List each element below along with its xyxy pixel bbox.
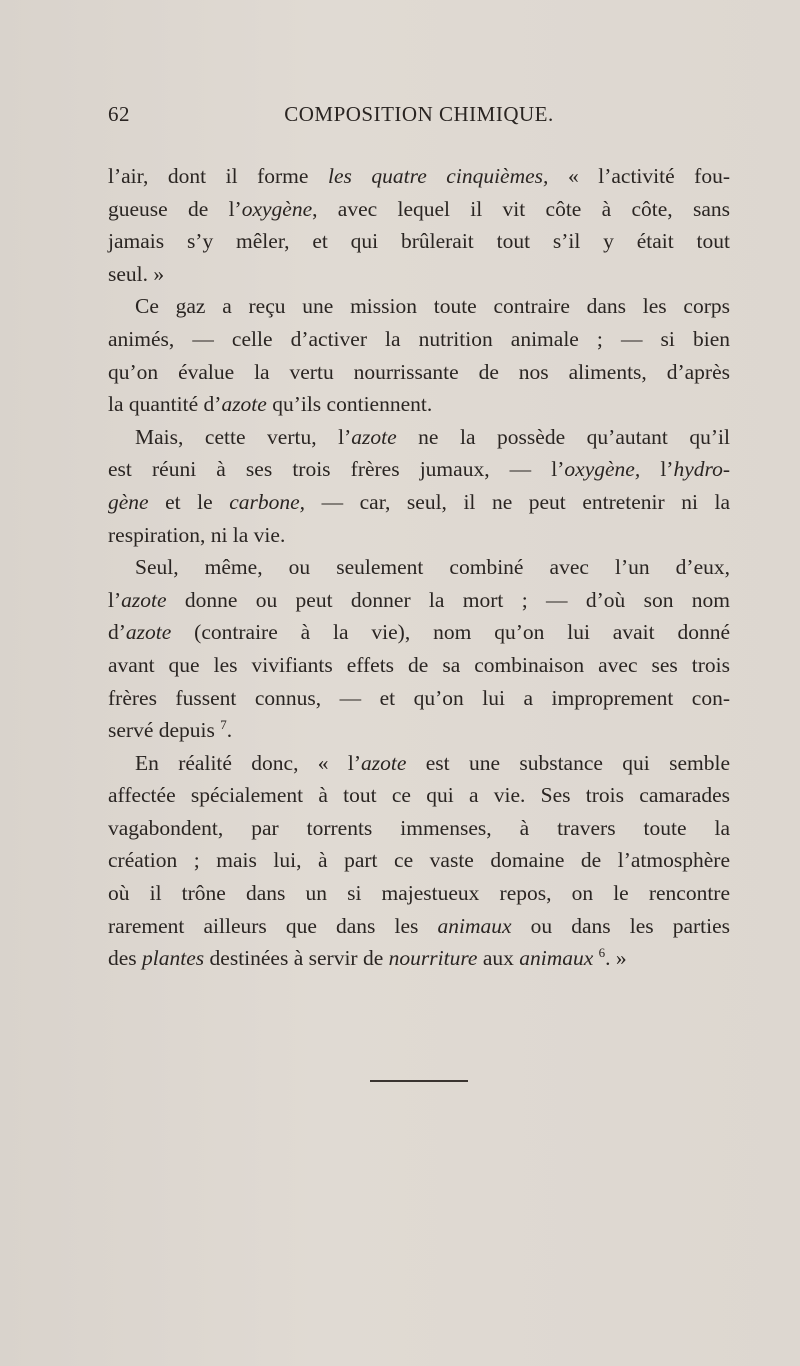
text-run: « l’activité fou-: [548, 164, 731, 188]
text-run: jamais s’y mêler, et qui brûlerait tout s’il y était tout: [108, 229, 730, 254]
text-line: [108, 193, 730, 226]
text-run: où il trône dans un si majestueux repos, on le rencontre: [108, 881, 730, 906]
text-run: , avec lequel il vit côte à côte, sans: [312, 196, 730, 221]
text-line: [108, 323, 730, 356]
italic-term: azote: [351, 424, 397, 449]
text-run: Ce gaz a reçu une mission toute contraire dans les corps: [135, 294, 730, 319]
text-run: qu’ils contiennent.: [266, 392, 433, 417]
text-run: la quantité d’: [108, 392, 222, 417]
text-line: [108, 747, 730, 780]
italic-term: nourriture: [388, 946, 478, 971]
italic-term: azote: [361, 750, 407, 775]
footnote-ref: 6: [598, 945, 606, 961]
text-run: Mais, cette vertu, l’: [135, 424, 352, 449]
text-line: [108, 616, 730, 649]
text-run: frères fussent connus, — et qu’on lui a improprement con-: [108, 685, 730, 710]
italic-term: azote: [121, 587, 167, 612]
text-line: [108, 388, 730, 421]
text-run: respiration, ni la vie.: [108, 522, 286, 547]
text-line: [108, 910, 730, 943]
text-line: [108, 225, 730, 258]
text-line: [108, 584, 730, 617]
text-line: [108, 290, 730, 323]
text-run: seul. »: [108, 261, 165, 286]
text-line: [108, 844, 730, 877]
text-line: [108, 160, 730, 193]
italic-term: les quatre cinquièmes,: [328, 164, 549, 188]
text-run: rarement ailleurs que dans les: [108, 913, 438, 938]
italic-term: azote: [125, 620, 172, 645]
text-run: gueuse de l’: [108, 196, 242, 221]
text-run: destinées à servir de: [204, 946, 389, 971]
text-run: l’: [640, 457, 674, 482]
italic-term: plantes: [142, 946, 205, 971]
text-run: . »: [605, 946, 627, 971]
text-run: En réalité donc, « l’: [135, 750, 362, 775]
text-run: d’: [108, 620, 126, 645]
text-run: ne la possède qu’autant qu’il: [396, 424, 730, 449]
italic-term: oxygène: [241, 196, 313, 221]
text-line: [108, 519, 730, 552]
text-line: [108, 551, 730, 584]
page-number: 62: [108, 102, 130, 126]
italic-term: animaux: [437, 913, 512, 938]
text-line: [108, 649, 730, 682]
italic-term: azote: [221, 392, 267, 417]
text-line: [108, 421, 730, 454]
text-line: [108, 356, 730, 389]
italic-term: oxygène,: [564, 457, 641, 482]
text-line: [108, 812, 730, 845]
text-run: est réuni à ses trois frères jumaux, — l’: [108, 457, 565, 482]
text-run: aux: [477, 946, 520, 971]
text-run: servé depuis: [108, 718, 221, 743]
text-line: [108, 486, 730, 519]
text-line: [108, 682, 730, 715]
italic-term: hydro-: [673, 457, 730, 482]
footer-rule: [370, 1080, 468, 1082]
text-run: des: [108, 946, 143, 971]
italic-term: animaux: [519, 946, 594, 971]
text-line: [108, 877, 730, 910]
text-run: qu’on évalue la vertu nourrissante de nos aliments, d’après: [108, 359, 730, 384]
footnote-ref: 7: [220, 717, 227, 733]
text-run: affectée spécialement à tout ce qui a vie. Ses trois camarades: [108, 783, 730, 808]
text-run: (contraire à la vie), nom qu’on lui avait donné: [171, 620, 730, 645]
text-run: création ; mais lui, à part ce vaste domaine de l’atmosphère: [108, 848, 730, 873]
text-run: est une substance qui semble: [406, 750, 730, 775]
text-run: — car, seul, il ne peut entretenir ni la: [305, 489, 730, 514]
text-run: vagabondent, par torrents immenses, à travers toute la: [108, 815, 730, 840]
text-run: et le: [148, 489, 230, 514]
text-line: [108, 714, 730, 747]
running-title: COMPOSITION CHIMIQUE.: [284, 102, 554, 126]
text-run: Seul, même, ou seulement combiné avec l’un d’eux,: [135, 555, 730, 580]
text-run: donne ou peut donner la mort ; — d’où son nom: [166, 587, 730, 612]
text-run: l’air, dont il forme: [108, 164, 328, 188]
italic-term: carbone,: [229, 489, 306, 514]
text-run: .: [226, 718, 233, 743]
text-line: [108, 779, 730, 812]
text-line: [108, 453, 730, 486]
page-header: [108, 102, 730, 132]
text-line: [108, 258, 730, 291]
text-run: l’: [108, 587, 122, 612]
italic-term: gène: [108, 489, 149, 514]
text-run: ou dans les parties: [511, 913, 731, 938]
text-line: [108, 942, 730, 975]
body-text: [108, 160, 730, 975]
text-run: avant que les vivifiants effets de sa combinaison avec ses trois: [108, 652, 730, 677]
text-run: animés, — celle d’activer la nutrition animale ; — si bien: [108, 326, 730, 351]
